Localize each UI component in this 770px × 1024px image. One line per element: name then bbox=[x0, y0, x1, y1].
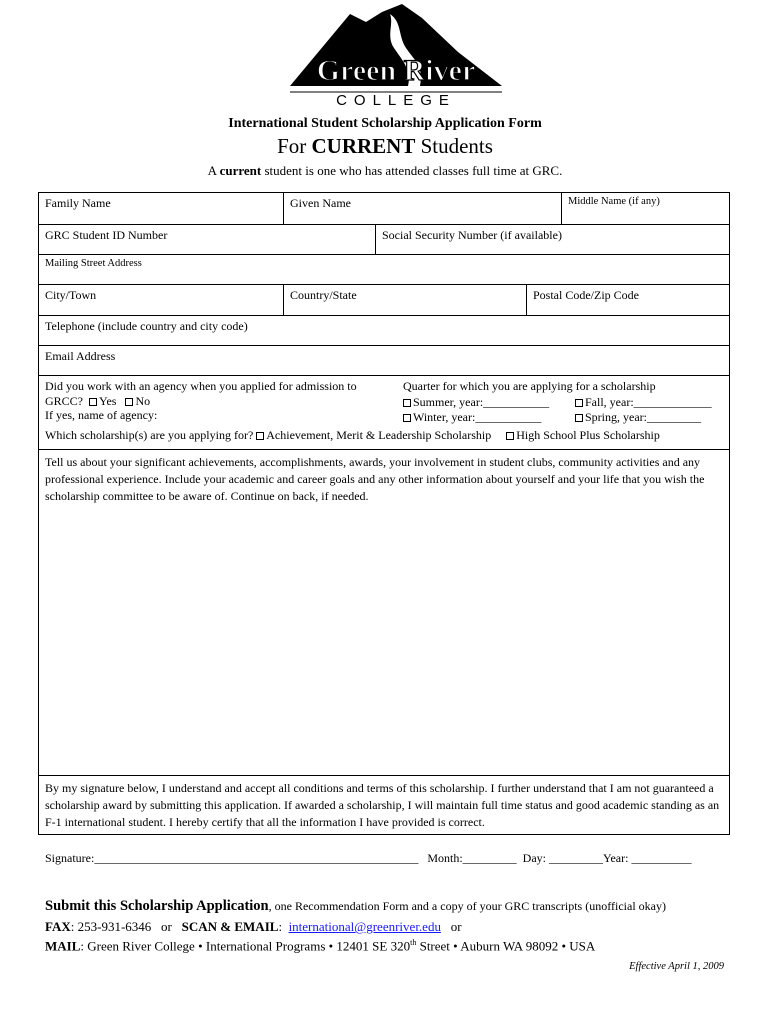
middle-name-field[interactable]: Middle Name (if any) bbox=[561, 193, 729, 224]
month-field[interactable]: Month:_________ bbox=[427, 851, 517, 865]
country-state-field[interactable]: Country/State bbox=[283, 285, 526, 315]
current-student-definition: A current student is one who has attended classes full time at GRC. bbox=[207, 163, 563, 178]
certification-statement: By my signature below, I understand and accept all conditions and terms of this scholarship. I further understand that I am not guaranteed a scholarship award by submitting this application. If awarded a scholarship, I will maintain full time status and good academic standing as an F-1 international student. I hereby certify that all the information I have provided is correct. bbox=[45, 781, 720, 829]
agency-name-field[interactable]: If yes, name of agency: bbox=[45, 408, 158, 422]
mail-address-line: MAIL: Green River College • International Programs • 12401 SE 320th Street • Auburn WA 98092 • USA bbox=[45, 938, 596, 954]
signature-line bbox=[45, 851, 745, 866]
email-field[interactable]: Email Address bbox=[45, 349, 116, 363]
mailing-address-field[interactable]: Mailing Street Address bbox=[45, 258, 142, 269]
email-link[interactable]: international@greenriver.edu bbox=[288, 919, 441, 934]
agency-yes-checkbox[interactable] bbox=[89, 398, 97, 406]
high-school-plus-checkbox[interactable] bbox=[506, 432, 514, 440]
logo-college-text: COLLEGE bbox=[336, 92, 456, 109]
telephone-field[interactable]: Telephone (include country and city code) bbox=[45, 319, 248, 333]
effective-date: Effective April 1, 2009 bbox=[629, 961, 724, 972]
form-subtitle: For CURRENT Students bbox=[277, 134, 493, 158]
form-title: International Student Scholarship Application Form bbox=[228, 116, 542, 131]
day-field[interactable]: Day: _________ bbox=[522, 851, 603, 865]
fax-email-line: FAX: 253-931-6346 or SCAN & EMAIL: international@greenriver.edu or bbox=[45, 919, 462, 934]
quarter-question: Quarter for which you are applying for a scholarship Summer, year:___________ Fall, year:_____________ Winter, year:___________ Spring, year:_________ bbox=[403, 379, 712, 424]
year-field[interactable]: Year: __________ bbox=[603, 851, 692, 865]
essay-field[interactable] bbox=[39, 450, 729, 775]
winter-checkbox[interactable] bbox=[403, 414, 411, 422]
application-form-grid bbox=[38, 192, 730, 835]
signature-field[interactable]: Signature:______________________________________________________ bbox=[45, 851, 419, 865]
logo-text: Green River bbox=[316, 54, 476, 87]
agency-question: Did you work with an agency when you applied for admission to GRCC? Yes No If yes, name of agency: bbox=[39, 376, 397, 425]
fall-checkbox[interactable] bbox=[575, 399, 583, 407]
agency-no-checkbox[interactable] bbox=[125, 398, 133, 406]
submit-instructions: Submit this Scholarship Application, one Recommendation Form and a copy of your GRC transcripts (unofficial okay) bbox=[45, 898, 666, 914]
ssn-field[interactable]: Social Security Number (if available) bbox=[375, 225, 729, 254]
spring-checkbox[interactable] bbox=[575, 414, 583, 422]
student-id-field[interactable]: GRC Student ID Number bbox=[45, 228, 168, 242]
given-name-field[interactable]: Given Name bbox=[283, 193, 561, 224]
summer-checkbox[interactable] bbox=[403, 399, 411, 407]
city-field[interactable]: City/Town bbox=[45, 288, 97, 302]
essay-prompt: Tell us about your significant achievements, accomplishments, awards, your involvement in student clubs, community activities and any professional experience. Include your academic and career goals and any other information about yourself and your life that you wish the scholarship committee to be aware of. Continue on back, if needed. bbox=[45, 455, 705, 503]
scholarship-question: Which scholarship(s) are you applying for? Achievement, Merit & Leadership Scholarship High School Plus Scholarship bbox=[45, 428, 660, 442]
postal-code-field[interactable]: Postal Code/Zip Code bbox=[526, 285, 729, 315]
family-name-field[interactable]: Family Name bbox=[45, 196, 111, 210]
achievement-scholarship-checkbox[interactable] bbox=[256, 432, 264, 440]
